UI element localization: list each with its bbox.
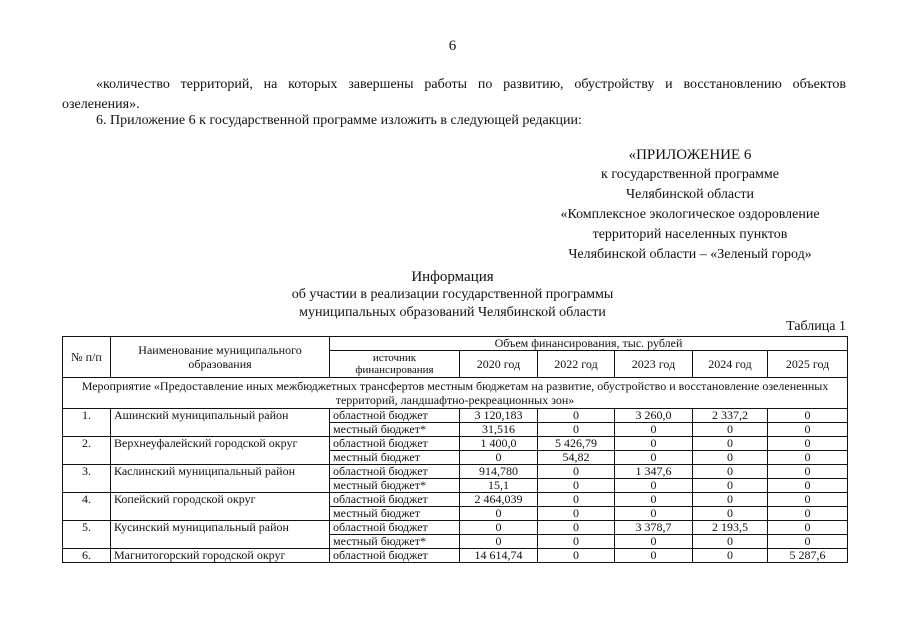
row-num: 2. [63,437,111,465]
table-row [63,465,848,479]
funding-value: 31,516 [460,423,538,437]
header-year: 2020 год [460,351,538,378]
funding-value: 0 [768,507,848,521]
funding-value: 2 337,2 [693,409,768,423]
funding-value: 0 [538,493,615,507]
funding-source: областной бюджет [330,437,460,451]
funding-table [62,336,848,563]
funding-value: 0 [768,451,848,465]
funding-value: 914,780 [460,465,538,479]
event-row: Мероприятие «Предоставление иных межбюджетных трансфертов местным бюджетам на развитие, обустройство и восстановление озелененных территорий, ландшафтно-рекреационных зон» [63,378,848,409]
header-funding: Объем финансирования, тыс. рублей [330,337,848,351]
funding-value: 0 [768,465,848,479]
page-number: 6 [448,38,457,54]
funding-value: 0 [615,549,693,563]
funding-value: 0 [768,437,848,451]
funding-value: 0 [693,535,768,549]
funding-value: 0 [538,549,615,563]
info-subtitle: об участии в реализации государственной программы [291,287,614,302]
funding-value: 3 120,183 [460,409,538,423]
funding-source: местный бюджет [330,507,460,521]
funding-value: 5 426,79 [538,437,615,451]
funding-value: 3 378,7 [615,521,693,535]
appendix-line: Челябинской области – «Зеленый город» [568,247,812,262]
funding-value: 0 [615,535,693,549]
funding-value: 0 [615,493,693,507]
table-row [63,493,848,507]
funding-value: 0 [693,465,768,479]
table-row [63,521,848,535]
municipality-name: Верхнеуфалейский городской округ [111,437,330,465]
funding-value: 0 [538,507,615,521]
funding-value: 0 [538,423,615,437]
table-row [63,549,848,563]
funding-value: 0 [693,493,768,507]
funding-value: 3 260,0 [615,409,693,423]
funding-value: 0 [460,521,538,535]
funding-value: 14 614,74 [460,549,538,563]
funding-value: 54,82 [538,451,615,465]
funding-value: 0 [538,535,615,549]
funding-value: 0 [768,409,848,423]
funding-value: 0 [538,465,615,479]
funding-value: 0 [538,479,615,493]
funding-value: 0 [768,493,848,507]
municipality-name: Копейский городской округ [111,493,330,521]
funding-value: 0 [460,535,538,549]
funding-value: 0 [693,423,768,437]
row-num: 3. [63,465,111,493]
municipality-name: Ашинский муниципальный район [111,409,330,437]
info-title: Информация [411,269,494,285]
funding-value: 0 [460,451,538,465]
appendix-line: «Комплексное экологическое оздоровление [560,207,820,222]
appendix-title: «ПРИЛОЖЕНИЕ 6 [628,147,752,163]
funding-value: 0 [615,437,693,451]
appendix-line: Челябинской области [626,187,754,202]
funding-value: 15,1 [460,479,538,493]
funding-value: 0 [693,437,768,451]
table-label: Таблица 1 [786,319,846,334]
header-year: 2022 год [538,351,615,378]
funding-value: 2 193,5 [693,521,768,535]
funding-source: местный бюджет [330,451,460,465]
paragraph-indicator-text: «количество территорий, на которых завершены работы по развитию, обустройству и восстановлению объектов озеленения». [62,77,846,112]
appendix-line: территорий населенных пунктов [592,227,788,242]
funding-source: местный бюджет* [330,535,460,549]
funding-source: областной бюджет [330,521,460,535]
funding-value: 0 [615,479,693,493]
paragraph-amendment-text: 6. Приложение 6 к государственной программе изложить в следующей редакции: [96,113,582,128]
municipality-name: Магнитогорский городской округ [111,549,330,563]
funding-value: 0 [768,535,848,549]
header-name: Наименование муниципального образования [111,337,330,378]
funding-value: 0 [615,423,693,437]
funding-value: 0 [768,521,848,535]
funding-value: 5 287,6 [768,549,848,563]
funding-value: 0 [460,507,538,521]
header-year: 2023 год [615,351,693,378]
funding-source: областной бюджет [330,549,460,563]
funding-value: 0 [693,479,768,493]
funding-value: 0 [615,451,693,465]
funding-value: 0 [768,423,848,437]
row-num: 5. [63,521,111,549]
funding-source: местный бюджет* [330,479,460,493]
row-num: 1. [63,409,111,437]
info-subtitle: муниципальных образований Челябинской области [299,305,606,320]
funding-value: 0 [693,549,768,563]
municipality-name: Кусинский муниципальный район [111,521,330,549]
table-row [63,409,848,423]
funding-value: 0 [538,521,615,535]
municipality-name: Каслинский муниципальный район [111,465,330,493]
header-year: 2024 год [693,351,768,378]
funding-source: областной бюджет [330,465,460,479]
funding-value: 0 [693,507,768,521]
funding-source: областной бюджет [330,493,460,507]
funding-source: местный бюджет* [330,423,460,437]
header-source: источник финансирования [330,351,460,378]
funding-value: 0 [615,507,693,521]
funding-value: 1 347,6 [615,465,693,479]
funding-source: областной бюджет [330,409,460,423]
appendix-line: к государственной программе [601,167,779,182]
funding-value: 1 400,0 [460,437,538,451]
funding-value: 0 [538,409,615,423]
funding-value: 2 464,039 [460,493,538,507]
funding-value: 0 [693,451,768,465]
header-year: 2025 год [768,351,848,378]
table-row [63,437,848,451]
info-heading [0,268,905,322]
header-num: № п/п [63,337,111,378]
funding-value: 0 [768,479,848,493]
row-num: 6. [63,549,111,563]
row-num: 4. [63,493,111,521]
appendix-heading [470,145,905,265]
